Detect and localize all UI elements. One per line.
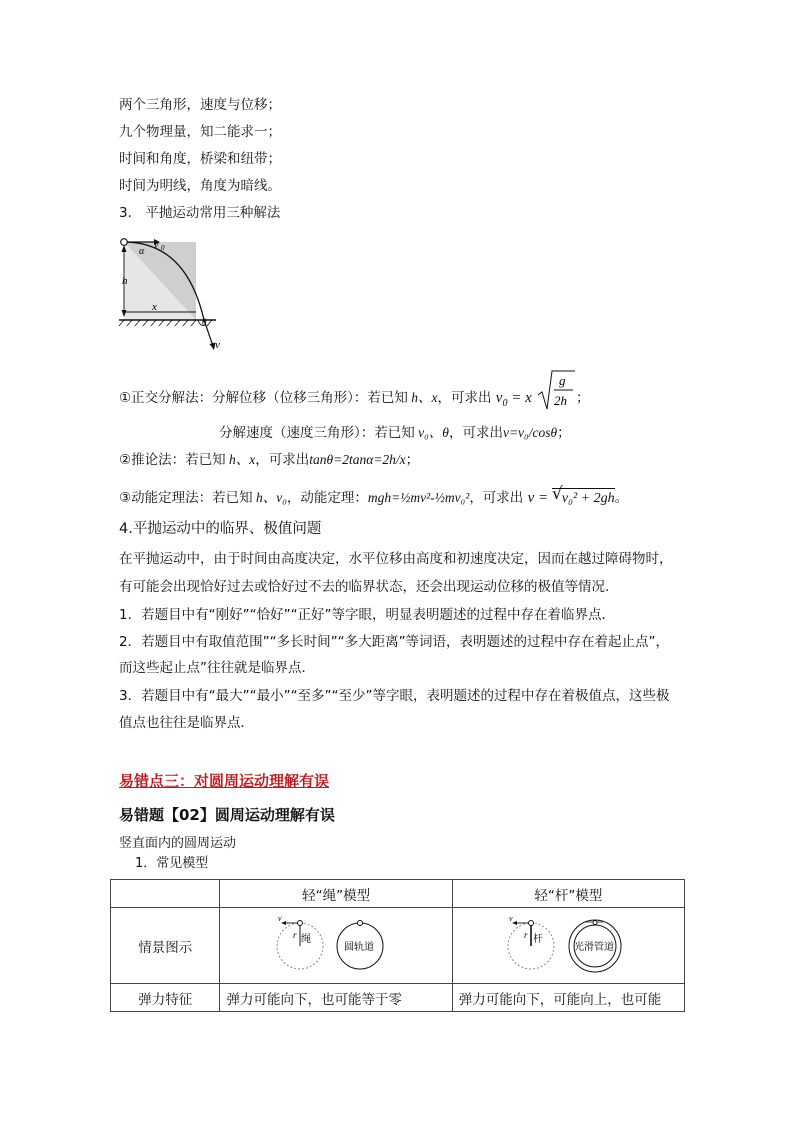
- mnemonic-line-3: 时间和角度，桥梁和纽带；: [119, 151, 281, 167]
- subheading-vertical-circle: 竖直面内的圆周运动: [119, 836, 237, 851]
- svg-text:绳: 绳: [301, 934, 312, 945]
- intro-line-1: 在平抛运动中，由于时间由高度决定，水平位移由高度和初速度决定，因而在越过障碍物时，: [119, 551, 673, 567]
- v-label: v: [215, 339, 220, 351]
- rod-model-figure: [452, 908, 684, 984]
- item-3-line-2: 值点也往往是临界点．: [119, 715, 254, 731]
- method3-line: ③动能定理法：若已知 h、v₀，动能定理：mgh=½mv²-½mv₀²，可求出 v = √ v₀² + 2gh。: [119, 484, 629, 506]
- svg-text:光滑管道: 光滑管道: [573, 942, 614, 953]
- method2-line: ②推论法：若已知 h、x，可求出tanθ=2tanα=2h/x；: [119, 452, 420, 468]
- row-label-force: 弹力特征: [111, 984, 220, 1012]
- svg-text:圆轨道: 圆轨道: [344, 942, 375, 953]
- h-label: h: [122, 275, 128, 287]
- launch-point: [121, 239, 128, 246]
- projectile-diagram: [116, 232, 226, 352]
- rope-figure: [220, 908, 446, 979]
- svg-text:v: v: [508, 914, 513, 923]
- item-2-line-2: 而这些起止点”往往就是临界点．: [119, 660, 315, 676]
- method1-line: ①正交分解法：分解位移（位移三角形）：若已知 h、x，可求出 $v_0 = x$ g 2h ；: [119, 383, 590, 413]
- svg-text:0: 0: [161, 244, 165, 252]
- method1-formula: $v_0 = x$: [495, 390, 532, 409]
- error-point-heading: 易错点三：对圆周运动理解有误: [119, 772, 330, 790]
- mnemonic-line-1: 两个三角形，速度与位移；: [119, 97, 281, 113]
- method3-sqrt: √ v₀² + 2gh: [551, 484, 615, 506]
- v0-label: v: [154, 240, 159, 251]
- error-question-heading: 易错题【02】圆周运动理解有误: [119, 806, 335, 824]
- rope-model-figure: [220, 908, 452, 984]
- table-header-empty: [111, 880, 220, 908]
- section4-title: 4.平抛运动中的临界、极值问题: [119, 521, 322, 537]
- row-label-scene: 情景图示: [111, 908, 220, 984]
- table-header-rod: 轻“杆”模型: [452, 880, 684, 908]
- x-label: x: [152, 301, 157, 313]
- subheading-models: 1．常见模型: [135, 856, 209, 871]
- section3-title: 3． 平抛运动常用三种解法: [119, 205, 281, 221]
- item-2-line-1: 2．若题目中有取值范围”“多长时间”“多大距离”等词语，表明题述的过程中存在着起止点”，: [119, 634, 670, 650]
- method1-sqrt: [536, 369, 576, 413]
- rod-force-cell: 弹力可能向下，可能向上，也可能: [452, 984, 684, 1012]
- alpha-label: α: [139, 246, 145, 257]
- svg-text:2h: 2h: [554, 393, 568, 408]
- rod-figure: [453, 908, 679, 979]
- table-header-rope: 轻“绳”模型: [220, 880, 452, 908]
- theta-label: θ: [202, 317, 207, 327]
- item-3-line-1: 3．若题目中有“最大”“最小”“至多”“至少”等字眼，表明题述的过程中存在着极值点，这些极: [119, 688, 670, 704]
- rope-force-cell: 弹力可能向下，也可能等于零: [220, 984, 452, 1012]
- svg-text:杆: 杆: [532, 934, 543, 945]
- mnemonic-line-4: 时间为明线，角度为暗线。: [119, 178, 281, 194]
- svg-text:r: r: [523, 930, 528, 940]
- svg-text:g: g: [559, 373, 566, 388]
- models-table: [110, 879, 685, 1012]
- method1b-line: 分解速度（速度三角形）：若已知 v₀、θ，可求出v=v₀/cosθ；: [219, 425, 571, 441]
- mnemonic-line-2: 九个物理量，知二能求一；: [119, 124, 281, 140]
- item-1-line-1: 1．若题目中有“刚好”“恰好”“正好”等字眼，明显表明题述的过程中存在着临界点．: [119, 607, 616, 623]
- svg-text:v: v: [278, 914, 283, 923]
- svg-text:r: r: [293, 930, 297, 940]
- intro-line-2: 有可能会出现恰好过去或恰好过不去的临界状态，还会出现运动位移的极值等情况.: [119, 579, 610, 595]
